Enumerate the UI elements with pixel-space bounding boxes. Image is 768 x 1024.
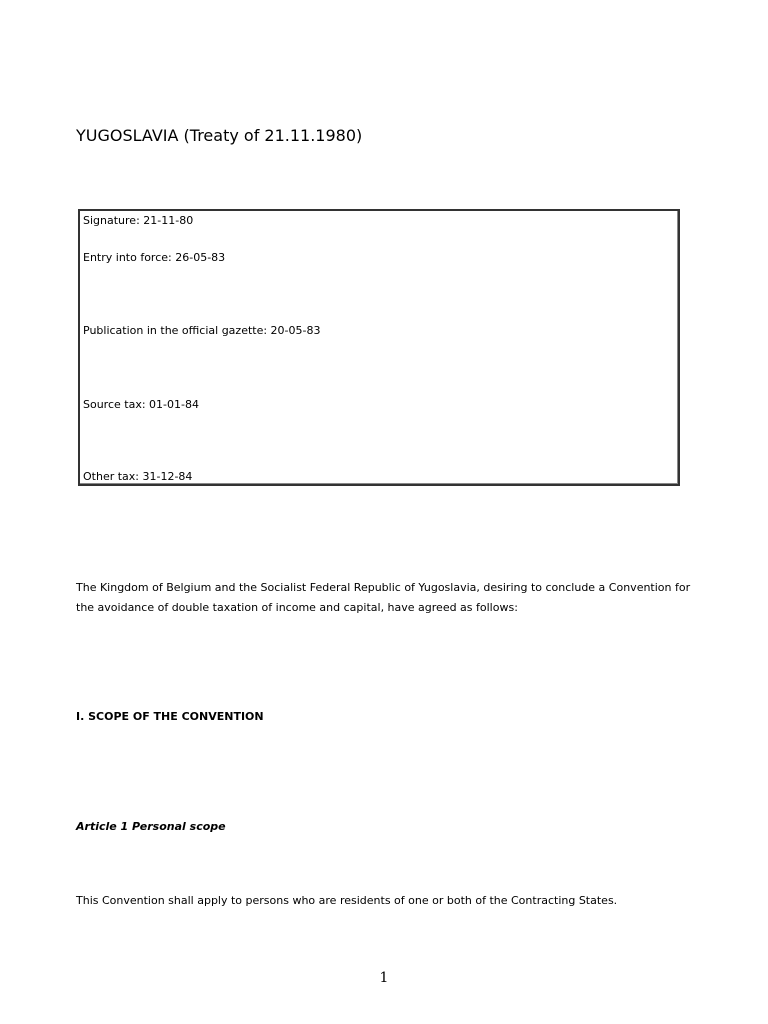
entry-into-force-date: Entry into force: 26-05-83 [83, 251, 226, 264]
article-text: This Convention shall apply to persons who are residents of one or both of the Contracting States. [76, 894, 618, 907]
signature-date: Signature: 21-11-80 [83, 214, 194, 227]
document-title: YUGOSLAVIA (Treaty of 21.11.1980) [76, 126, 363, 145]
publication-date: Publication in the official gazette: 20-05-83 [83, 324, 321, 337]
page-number: 1 [379, 970, 389, 986]
section-heading: I. SCOPE OF THE CONVENTION [76, 710, 264, 723]
source-tax-date: Source tax: 01-01-84 [83, 398, 199, 411]
treaty-info-box [78, 209, 680, 486]
preamble-paragraph: The Kingdom of Belgium and the Socialist Federal Republic of Yugoslavia, desiring to conclude a Convention for the avoidance of double taxation of income and capital, have agreed as follows: [76, 581, 691, 614]
other-tax-date: Other tax: 31-12-84 [83, 470, 193, 483]
article-heading: Article 1 Personal scope [76, 820, 226, 833]
